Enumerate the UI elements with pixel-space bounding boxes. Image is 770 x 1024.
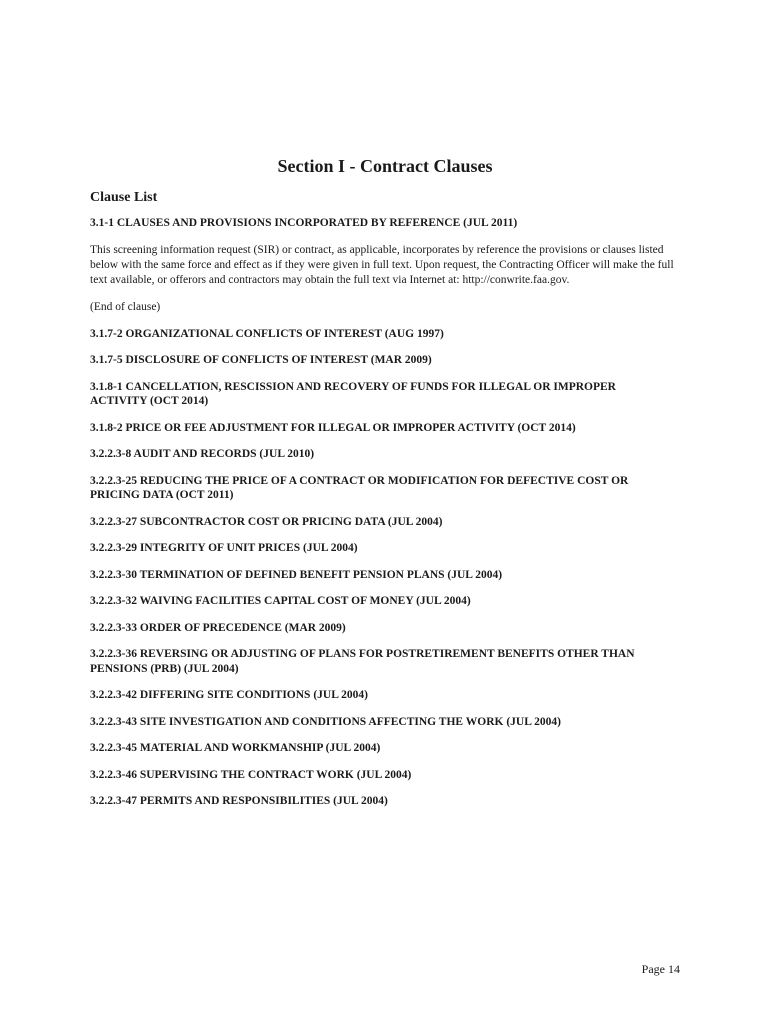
clause-item: 3.2.2.3-43 SITE INVESTIGATION AND CONDITIONS AFFECTING THE WORK (JUL 2004) xyxy=(90,715,561,728)
clause-list-heading: Clause List xyxy=(90,190,158,205)
clause-item: 3.2.2.3-42 DIFFERING SITE CONDITIONS (JUL 2004) xyxy=(90,689,368,701)
clause-item: 3.2.2.3-25 REDUCING THE PRICE OF A CONTRACT OR MODIFICATION FOR DEFECTIVE COST OR PRICING DATA (OCT 2011) xyxy=(90,474,629,501)
clause-item: 3.2.2.3-27 SUBCONTRACTOR COST OR PRICING DATA (JUL 2004) xyxy=(90,515,443,528)
intro-clause-title: 3.1-1 CLAUSES AND PROVISIONS INCORPORATED BY REFERENCE (JUL 2011) xyxy=(90,217,518,229)
clause-item: 3.2.2.3-47 PERMITS AND RESPONSIBILITIES (JUL 2004) xyxy=(90,795,388,807)
clause-item: 3.2.2.3-30 TERMINATION OF DEFINED BENEFIT PENSION PLANS (JUL 2004) xyxy=(90,568,503,581)
clause-item: 3.2.2.3-46 SUPERVISING THE CONTRACT WORK (JUL 2004) xyxy=(90,768,412,781)
clause-item: 3.1.8-2 PRICE OR FEE ADJUSTMENT FOR ILLEGAL OR IMPROPER ACTIVITY (OCT 2014) xyxy=(90,421,576,434)
clause-item: 3.2.2.3-32 WAIVING FACILITIES CAPITAL COST OF MONEY (JUL 2004) xyxy=(90,595,471,607)
page-number: Page 14 xyxy=(641,962,680,976)
clause-item: 3.2.2.3-36 REVERSING OR ADJUSTING OF PLANS FOR POSTRETIREMENT BENEFITS OTHER THAN PENSIONS (PRB) (JUL 2004) xyxy=(90,648,635,675)
clause-item: 3.2.2.3-29 INTEGRITY OF UNIT PRICES (JUL 2004) xyxy=(90,542,358,554)
clause-item: 3.2.2.3-45 MATERIAL AND WORKMANSHIP (JUL 2004) xyxy=(90,742,381,754)
clause-content xyxy=(90,188,675,821)
clause-item: 3.1.7-5 DISCLOSURE OF CONFLICTS OF INTEREST (MAR 2009) xyxy=(90,354,432,366)
clause-item: 3.2.2.3-8 AUDIT AND RECORDS (JUL 2010) xyxy=(90,448,315,460)
clause-item: 3.2.2.3-33 ORDER OF PRECEDENCE (MAR 2009) xyxy=(90,621,346,634)
clause-item: 3.1.8-1 CANCELLATION, RESCISSION AND RECOVERY OF FUNDS FOR ILLEGAL OR IMPROPER ACTIVITY (OCT 2014) xyxy=(90,380,616,407)
intro-clause-body: This screening information request (SIR) or contract, as applicable, incorporates by reference the provisions or clauses listed below with the same force and effect as if they were given in full text. Upon request, the Contracting Officer will make the full text available, or offerors and contractors may obtain the full text via Internet at: http://conwrite.faa.gov. xyxy=(90,243,674,286)
clause-item: 3.1.7-2 ORGANIZATIONAL CONFLICTS OF INTEREST (AUG 1997) xyxy=(90,327,444,340)
end-of-clause-note: (End of clause) xyxy=(90,300,161,313)
section-title: Section I - Contract Clauses xyxy=(277,156,493,176)
